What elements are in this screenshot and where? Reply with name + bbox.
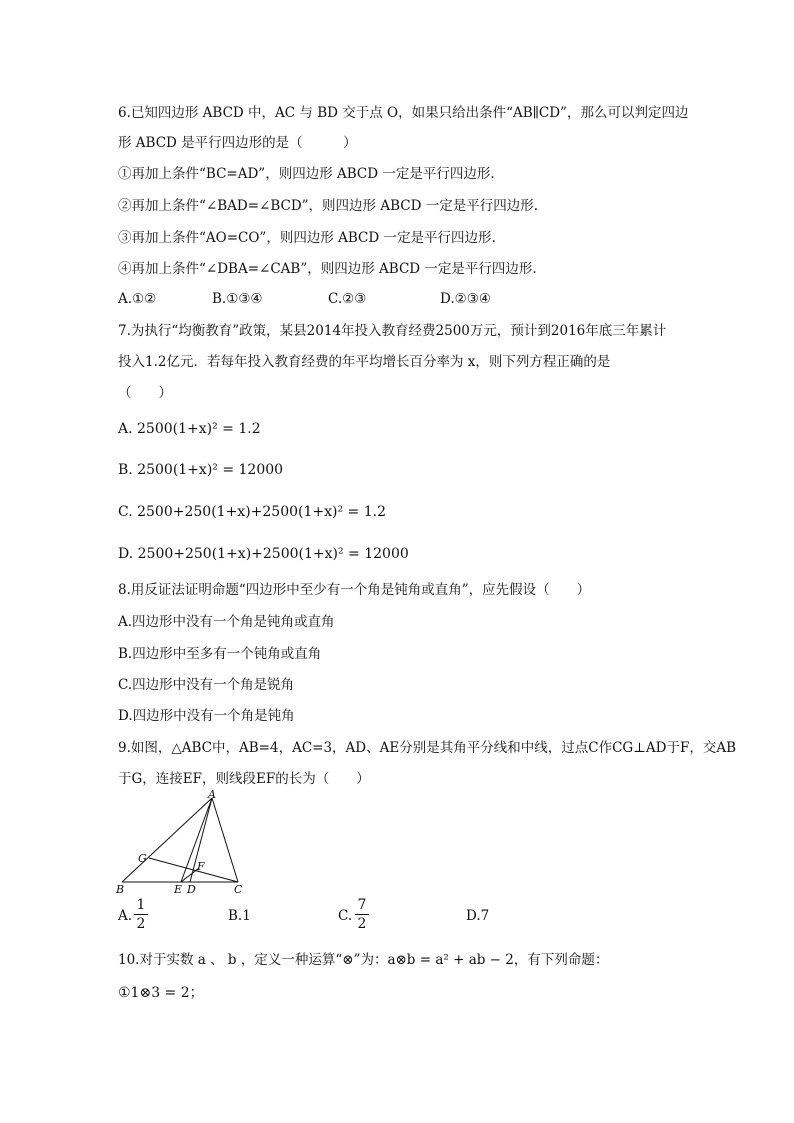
q8-option-c: C.四边形中没有一个角是锐角 [118,677,295,693]
q9-label-g: G [138,852,147,865]
q9-label-f: F [197,860,205,873]
q9-label-d: D [187,883,196,896]
q6-option-d: D.②③④ [440,291,491,307]
q7-stem-line2: 投入1.2亿元．若每年投入教育经费的年平均增长百分率为 x，则下列方程正确的是 [118,354,611,370]
q9-label-a: A [208,790,216,801]
q6-statement-1: ①再加上条件“BC=AD”，则四边形 ABCD 一定是平行四边形. [118,166,495,182]
q8-option-d: D.四边形中没有一个角是钝角 [118,708,295,724]
q7-option-d: D. 2500+250(1+x)+2500(1+x)² = 12000 [118,546,409,562]
q9-option-c-numerator: 7 [357,897,367,913]
q9-option-c-fraction [355,897,369,932]
q6-stem-line2: 形 ABCD 是平行四边形的是（ ） [118,135,357,151]
q9-option-a-numerator: 1 [136,897,146,913]
q9-stem-line2: 于G，连接EF，则线段EF的长为（ ） [118,771,370,787]
q9-option-a-denominator: 2 [136,916,146,932]
q7-stem-line1: 7.为执行“均衡教育”政策，某县2014年投入教育经费2500万元，预计到2016年底三年累计 [118,323,667,339]
q6-option-a: A.①② [118,291,157,307]
q7-option-a: A. 2500(1+x)² = 1.2 [118,421,261,437]
q7-option-c: C. 2500+250(1+x)+2500(1+x)² = 1.2 [118,504,386,520]
q6-statement-4: ④再加上条件“∠DBA=∠CAB”，则四边形 ABCD 一定是平行四边形. [118,261,537,277]
fraction-bar [355,914,369,915]
q7-stem-line3: （ ） [118,385,172,401]
q10-statement-1: ①1⊗3 = 2； [118,985,204,1001]
q9-label-c: C [234,883,243,896]
q9-label-b: B [116,883,125,896]
fraction-bar [134,914,148,915]
q9-option-c-label: C. [338,908,353,924]
q9-option-a-label: A. [118,908,133,924]
q9-stem-line1: 9.如图，△ABC中，AB=4，AC=3，AD、AE分别是其角平分线和中线，过点C作CG⊥AD于F，交AB [118,740,736,756]
q9-option-d: D.7 [466,908,490,924]
q6-option-b: B.①③④ [212,291,263,307]
q6-stem-line1: 6.已知四边形 ABCD 中，AC 与 BD 交于点 O，如果只给出条件“AB∥CD”，那么可以判定四边 [118,105,689,121]
q9-option-b: B.1 [228,908,251,924]
q9-triangle-figure [112,790,252,898]
q9-label-e: E [174,883,183,896]
q8-option-a: A.四边形中没有一个角是钝角或直角 [118,614,335,630]
q8-option-b: B.四边形中至多有一个钝角或直角 [118,646,322,662]
q10-stem: 10.对于实数 a 、 b ，定义一种运算“⊗”为：a⊗b = a² + ab − 2，有下列命题： [118,952,609,968]
q8-stem: 8.用反证法证明命题“四边形中至少有一个角是钝角或直角”，应先假设（ ） [118,582,591,598]
q9-option-c-denominator: 2 [357,916,367,932]
q6-statement-2: ②再加上条件“∠BAD=∠BCD”，则四边形 ABCD 一定是平行四边形. [118,198,539,214]
q6-option-c: C.②③ [328,291,367,307]
q9-option-a-fraction [134,897,148,932]
q7-option-b: B. 2500(1+x)² = 12000 [118,462,284,478]
q6-statement-3: ③再加上条件“AO=CO”，则四边形 ABCD 一定是平行四边形. [118,230,496,246]
